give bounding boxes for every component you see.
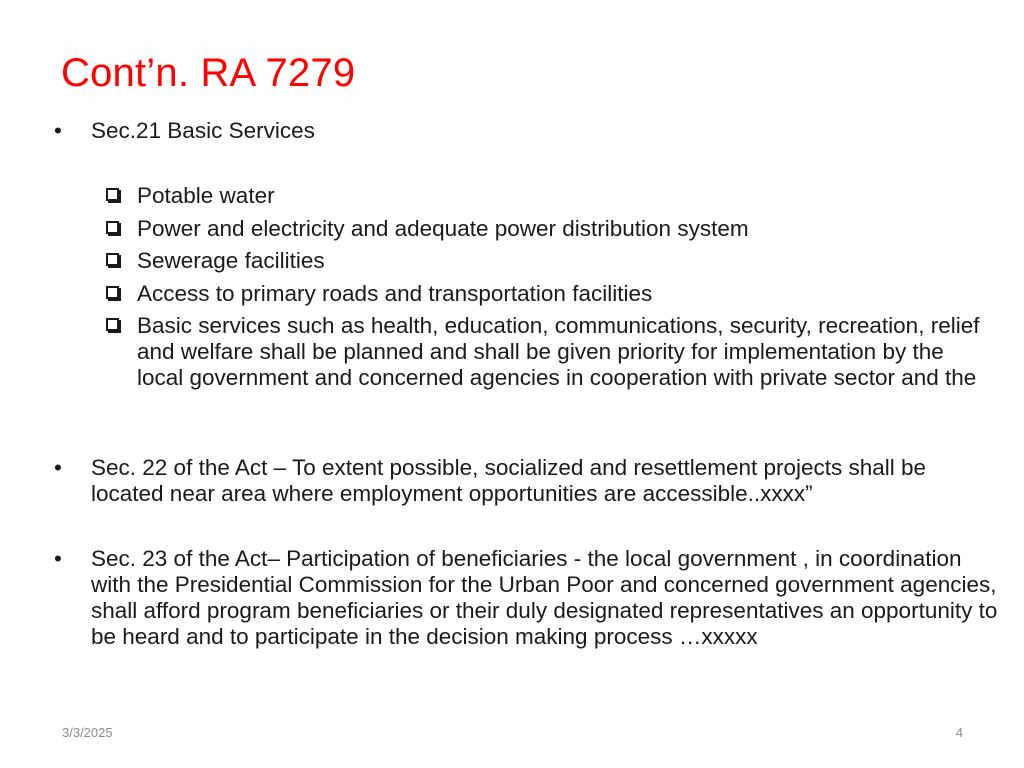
bullet-marker: •	[54, 118, 62, 143]
bullet-text: Sec. 22 of the Act – To extent possible, socialized and resettlement projects shall be located near area where employment opportunities are accessible..xxxx”	[91, 455, 927, 506]
slide-title: Cont’n. RA 7279	[61, 51, 356, 95]
footer-date: 3/3/2025	[62, 725, 113, 740]
bullet-marker: •	[54, 546, 62, 571]
list-item-text: Basic services such as health, education, communications, security, recreation, relief and welfare shall be planned and shall be given priority for implementation by the local government and concerned agencies in cooperation with private sector and the	[137, 313, 980, 390]
checkbox-square-icon	[106, 253, 119, 266]
checkbox-square-icon	[106, 286, 119, 299]
list-item-text: Potable water	[137, 183, 275, 208]
checkbox-square-icon	[106, 221, 119, 234]
list-item	[104, 281, 984, 307]
list-item	[104, 183, 984, 209]
bullet-sec-22	[54, 455, 1004, 507]
list-item	[104, 216, 984, 242]
bullet-text: Sec. 23 of the Act– Participation of beneficiaries - the local government , in coordination with the Presidential Commission for the Urban Poor and concerned government agencies, shall afford program beneficiaries or their duly designated representatives an opportunity to be heard and to participate in the decision making process …xxxxx	[91, 546, 998, 649]
bullet-sec-21	[54, 118, 1004, 144]
checkbox-square-icon	[106, 318, 119, 331]
basic-services-list	[104, 183, 984, 398]
list-item	[104, 313, 984, 391]
checkbox-square-icon	[106, 188, 119, 201]
bullet-text: Sec.21 Basic Services	[91, 118, 315, 143]
list-item-text: Power and electricity and adequate power distribution system	[137, 215, 749, 241]
bullet-marker: •	[54, 455, 62, 480]
list-item-text: Sewerage facilities	[137, 248, 325, 273]
page-number: 4	[955, 725, 963, 740]
list-item-text: Access to primary roads and transportation facilities	[137, 280, 653, 306]
list-item	[104, 248, 984, 274]
bullet-sec-23	[54, 546, 1004, 650]
